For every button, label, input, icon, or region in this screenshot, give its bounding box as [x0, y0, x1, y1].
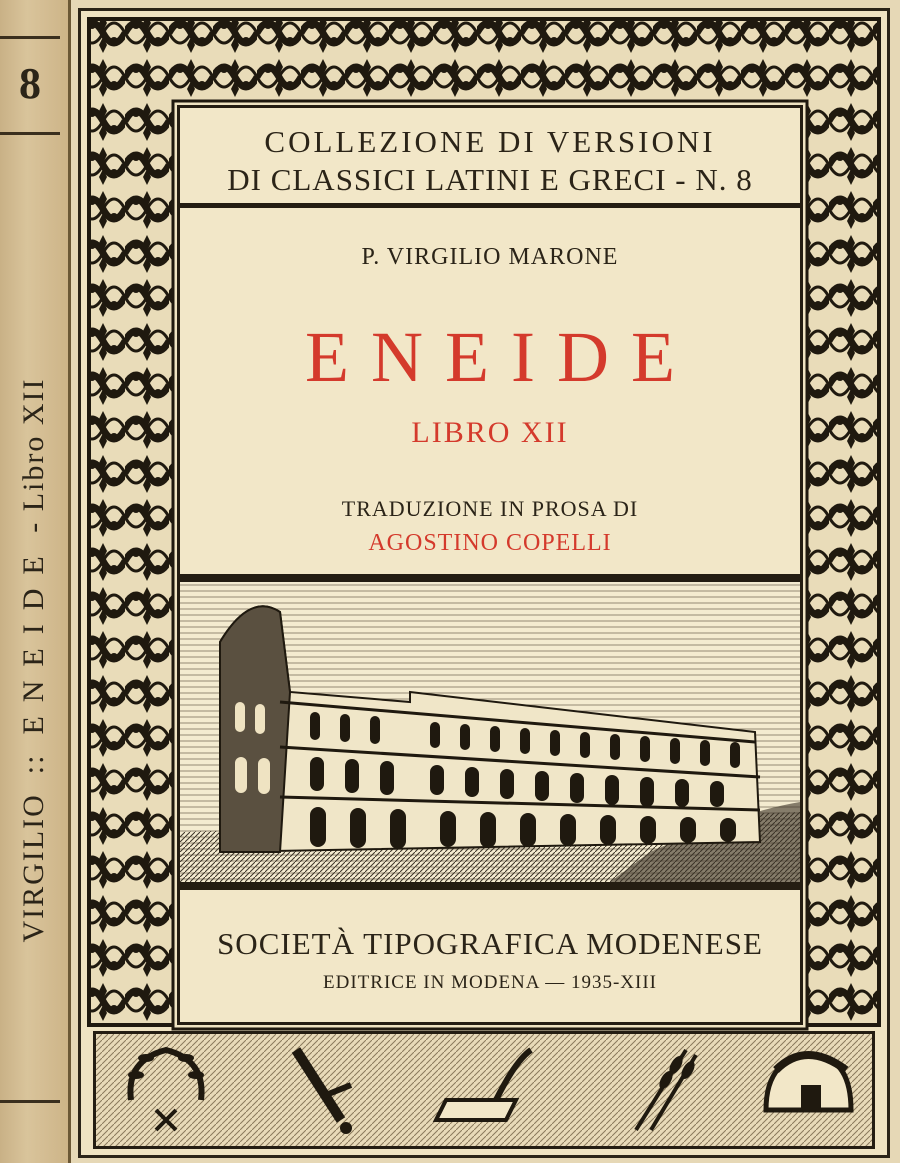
book-number: LIBRO XII [411, 416, 569, 449]
author-name: P. VIRGILIO MARONE [361, 244, 619, 270]
title-panel [177, 203, 803, 577]
publisher-panel [177, 885, 803, 1025]
translator-name: AGOSTINO COPELLI [368, 530, 612, 556]
illustration-panel [177, 577, 803, 885]
translation-label: TRADUZIONE IN PROSA DI [341, 496, 639, 521]
spine-rule [0, 132, 60, 135]
spine-book: - Libro XII [17, 377, 50, 533]
book-title: ENEIDE [305, 317, 697, 397]
spine-separator: :: [17, 753, 50, 775]
spine-rule [0, 1100, 60, 1103]
book-spine [0, 0, 71, 1163]
emblem-strip [96, 1034, 872, 1146]
emblem-band [93, 1031, 875, 1149]
front-cover [78, 8, 890, 1158]
series-panel [177, 105, 803, 203]
spine-author: VIRGILIO [17, 793, 50, 943]
series-title-line-2: DI CLASSICI LATINI E GRECI - N. 8 [227, 162, 753, 197]
publisher-place-year: EDITRICE IN MODENA — 1935-XIII [323, 972, 657, 993]
publisher-name: SOCIETÀ TIPOGRAFICA MODENESE [217, 926, 763, 961]
colosseum-illustration [180, 582, 800, 882]
spine-rule [0, 36, 60, 39]
helmet-icon [766, 1055, 851, 1111]
series-title-line-1: COLLEZIONE DI VERSIONI [264, 124, 716, 159]
spine-volume-number: 8 [19, 59, 41, 108]
spine-title-text [17, 377, 51, 942]
spine-title: ENEIDE [17, 542, 50, 735]
